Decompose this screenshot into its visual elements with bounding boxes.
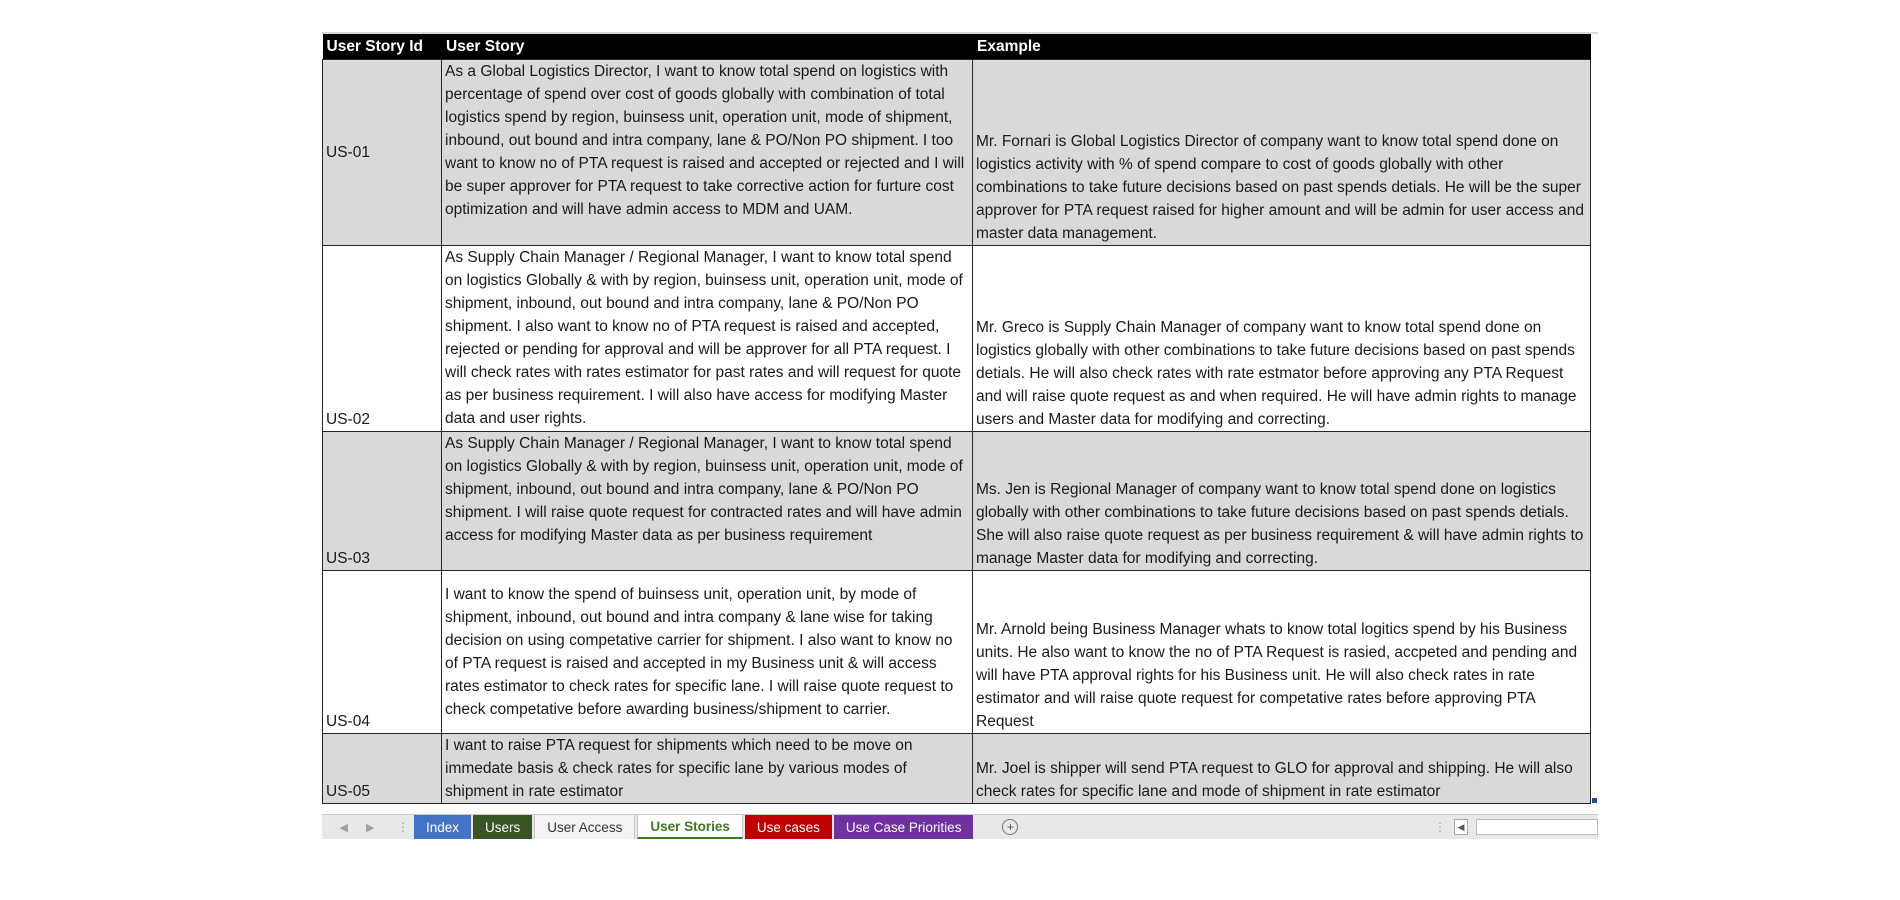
caret-left-icon[interactable]: ◀ [339,821,348,834]
splitter-dots-icon[interactable]: ⋮ [1434,820,1446,834]
header-user-story[interactable]: User Story [442,34,973,60]
table-row [323,734,1591,804]
tab-use-case-priorities[interactable] [834,815,974,839]
table-row [323,571,1591,734]
cell-user-story[interactable]: I want to know the spend of buinsess unit, operation unit, by mode of shipment, inbound, out bound and intra company & lane wise for taking decision on using competative carrier for shipment. I also want to know no of PTA request is raised and accepted in my Business unit & will access rates estimator to check rates for specific lane. I will raise quote request to check competative before awarding business/shipment to carrier. [442,571,973,734]
more-dots-icon: ⋮ [397,820,409,834]
cell-example[interactable]: Mr. Fornari is Global Logistics Director of company want to know total spend done on logistics activity with % of spend compare to cost of goods globally with other combinations to take future decisions based on past spends detials. He will be the super approver for PTA request raised for higher amount and will be admin for user access and master data management. [973,60,1591,246]
header-example[interactable]: Example [973,34,1591,60]
tab-label: Use Case Priorities [845,819,962,835]
add-sheet-button[interactable] [995,815,1025,839]
table-row [323,60,1591,246]
tab-use-cases[interactable] [745,815,832,839]
cell-example[interactable]: Mr. Arnold being Business Manager whats to know total logitics spend by his Business units. He also want to know the no of PTA Request is rasied, accpeted and pending and will have PTA approval rights for his Business unit. He will also check rates in rate estimator and will raise quote request for competative rates before approving PTA Request [973,571,1591,734]
sheet-nav-arrows [322,815,392,839]
header-user-story-id[interactable]: User Story Id [323,34,442,60]
cell-user-story-id[interactable]: US-04 [323,571,442,734]
tab-label: Users [485,819,521,835]
tab-user-stories[interactable] [637,815,743,839]
tab-users[interactable] [473,815,532,839]
horizontal-scrollbar[interactable] [1434,815,1598,839]
cell-user-story-id[interactable]: US-02 [323,246,442,432]
tab-label: Index [426,819,460,835]
spreadsheet-grid[interactable] [322,32,1598,808]
scroll-left-icon[interactable]: ◀ [1454,819,1468,835]
cell-user-story[interactable]: I want to raise PTA request for shipments which need to be move on immedate basis & check rates for specific lane by various modes of shipment in rate estimator [442,734,973,804]
cell-example[interactable]: Mr. Greco is Supply Chain Manager of company want to know total spend done on logistics globally with other combinations to take future decisions based on past spends detials. He will also check rates with rate estmator before approving any PTA Request and will raise quote request as and when required. He will have admin rights to manage users and Master data for modifying and correcting. [973,246,1591,432]
cell-example[interactable]: Ms. Jen is Regional Manager of company want to know total spend done on logistics globally with other combinations to take future decisions based on past spends detials. She will also raise quote request as per business requirement & will have admin rights to manage Master data for modifying and correcting. [973,432,1591,571]
plus-circle-icon: + [1002,819,1018,835]
header-row [323,34,1591,60]
user-stories-table [322,34,1591,804]
cell-user-story[interactable]: As Supply Chain Manager / Regional Manager, I want to know total spend on logistics Globally & with by region, buinsess unit, operation unit, mode of shipment, inbound, out bound and intra company, lane & PO/Non PO shipment. I also want to know no of PTA request is raised and accepted, rejected or pending for approval and will be approver for all PTA request. I will check rates with rates estimator for past rates and will request for quote as per business requirement. I will also have access for modifying Master data and user rights. [442,246,973,432]
cell-user-story-id[interactable]: US-01 [323,60,442,246]
fill-handle[interactable] [1592,798,1597,803]
cell-user-story-id[interactable]: US-03 [323,432,442,571]
tab-user-access[interactable] [534,815,635,839]
scrollbar-track[interactable] [1476,819,1598,835]
cell-example[interactable]: Mr. Joel is shipper will send PTA request to GLO for approval and shipping. He will also check rates for specific lane and mode of shipment in rate estimator [973,734,1591,804]
tab-label: User Stories [650,818,730,834]
tab-label: Use cases [756,819,820,835]
caret-right-icon[interactable]: ▶ [366,821,375,834]
cell-user-story[interactable]: As a Global Logistics Director, I want to know total spend on logistics with percentage of spend over cost of goods globally with combination of total logistics spend by region, buinsess unit, operation unit, mode of shipment, inbound, out bound and intra company, lane & PO/Non PO shipment. I too want to know no of PTA request is raised and accepted or rejected and I will be super approver for PTA request to take corrective action for furture cost optimization and will have admin access to MDM and UAM. [442,60,973,246]
cell-user-story-id[interactable]: US-05 [323,734,442,804]
table-row [323,246,1591,432]
tab-label: User Access [547,819,623,835]
sheet-tab-bar [322,814,1598,839]
table-row [323,432,1591,571]
cell-user-story[interactable]: As Supply Chain Manager / Regional Manager, I want to know total spend on logistics Globally & with by region, buinsess unit, operation unit, mode of shipment, inbound, out bound and intra company, lane & PO/Non PO shipment. I will raise quote request for contracted rates and will have admin access for modifying Master data as per business requirement [442,432,973,571]
tab-index[interactable] [414,815,471,839]
